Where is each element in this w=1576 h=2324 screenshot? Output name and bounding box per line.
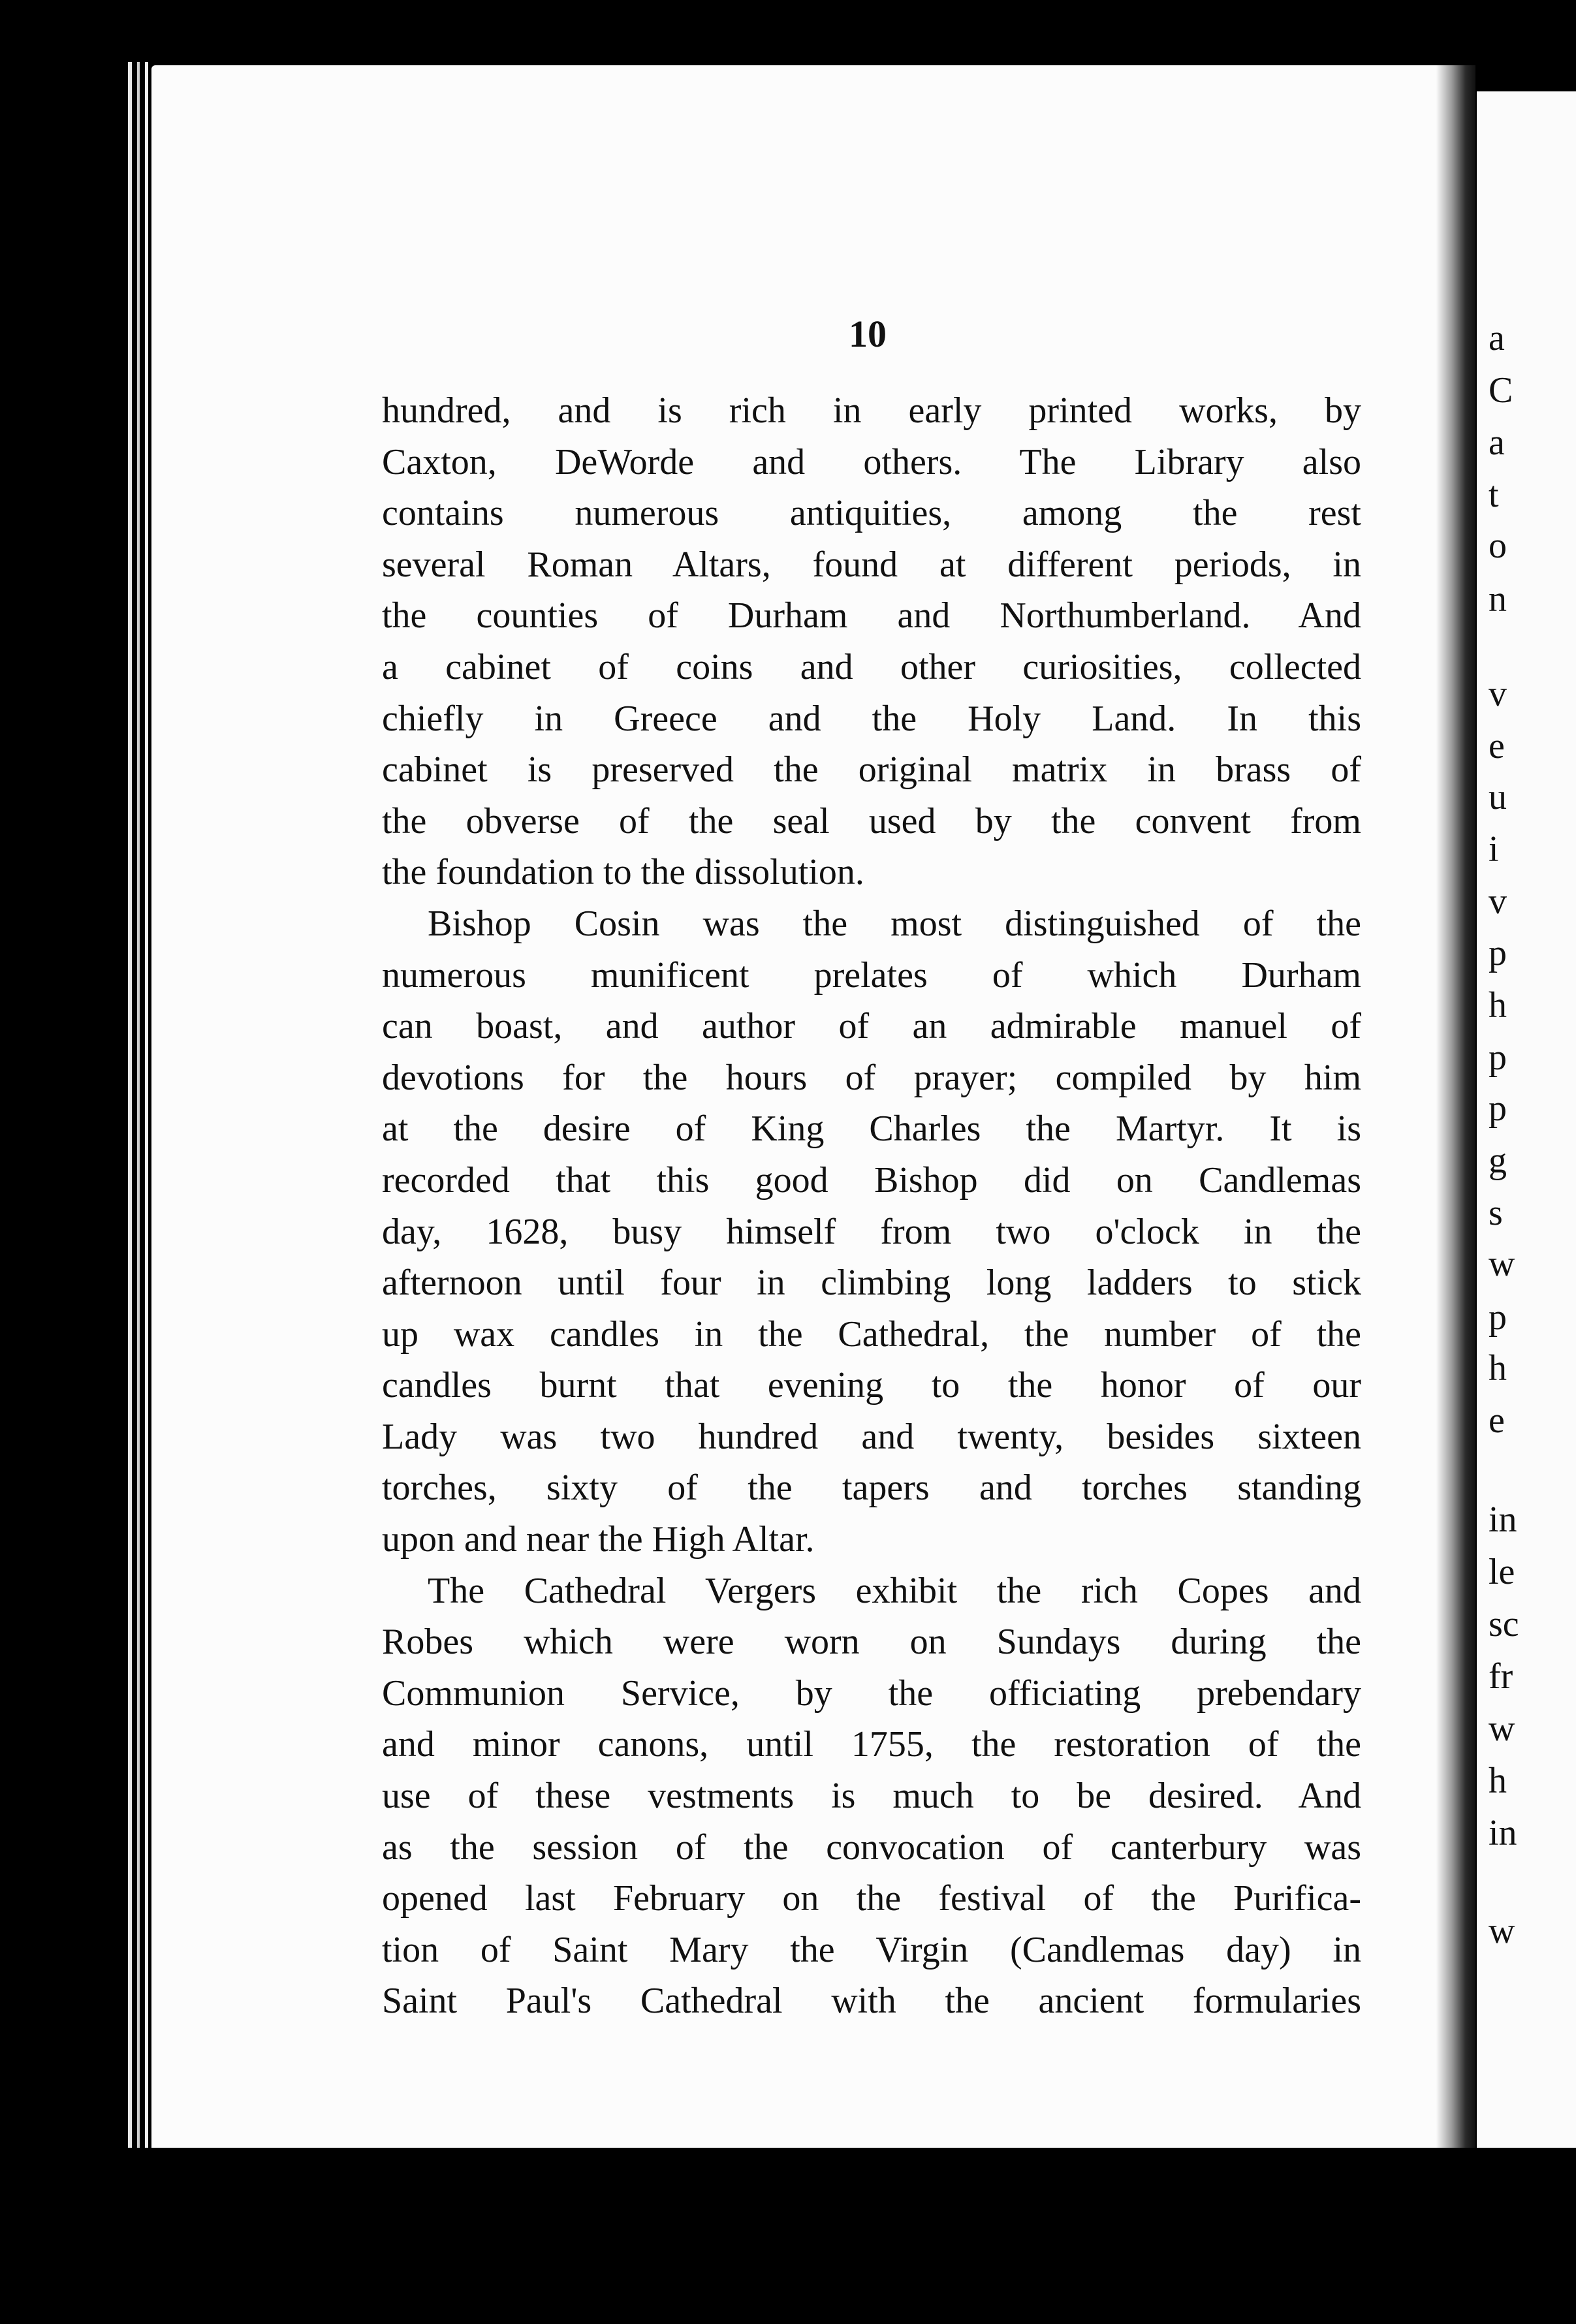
facing-page-fragment: le [1489,1552,1515,1592]
text-line: Saint Paul's Cathedral with the ancient formularies [382,1981,1361,2022]
facing-page-fragment: w [1489,1708,1515,1749]
text-line: can boast, and author of an admirable manuel of [382,1006,1361,1047]
page-edge-line [128,62,132,2151]
facing-page-edge [1477,91,1576,2180]
paragraph [382,385,1361,898]
facing-page-fragment: o [1489,526,1507,566]
page-gutter-shadow [1436,65,1475,2148]
text-line: chiefly in Greece and the Holy Land. In this [382,698,1361,739]
text-line: recorded that this good Bishop did on Candlemas [382,1159,1361,1201]
text-line: the obverse of the seal used by the convent from [382,800,1361,841]
facing-page-fragment: p [1489,1088,1507,1129]
facing-page-fragment: in [1489,1500,1517,1540]
text-line: cabinet is preserved the original matrix in brass of [382,749,1361,791]
text-line: hundred, and is rich in early printed works, by [382,390,1361,431]
facing-page-fragment: a [1489,422,1505,463]
paragraph [382,1565,1361,2027]
facing-page-fragment: s [1489,1193,1503,1233]
text-line: the counties of Durham and Northumberland. And [382,595,1361,636]
facing-page-fragment: e [1489,726,1505,766]
text-line: Bishop Cosin was the most distinguished of the [428,903,1361,944]
text-line: Caxton, DeWorde and others. The Library also [382,441,1361,482]
text-line: candles burnt that evening to the honor of our [382,1365,1361,1406]
text-line: as the session of the convocation of canterbury was [382,1827,1361,1868]
facing-page-fragment: v [1489,881,1507,922]
text-line: Robes which were worn on Sundays during the [382,1622,1361,1663]
facing-page-fragment: p [1489,1297,1507,1338]
scan-background-bottom [0,2148,1576,2324]
text-line: contains numerous antiquities, among the rest [382,493,1361,534]
facing-page-fragment: sc [1489,1604,1519,1644]
text-line: tion of Saint Mary the Virgin (Candlemas day) in [382,1929,1361,1970]
paragraph [382,898,1361,1565]
text-line: Communion Service, by the officiating prebendary [382,1672,1361,1714]
text-line: and minor canons, until 1755, the restoration of the [382,1724,1361,1765]
facing-page-fragment: g [1489,1140,1507,1181]
text-line: The Cathedral Vergers exhibit the rich Copes and [428,1570,1361,1611]
facing-page-fragment: i [1489,829,1499,870]
facing-page-fragment: C [1489,370,1513,411]
page-edge-line [145,62,148,2151]
facing-page-fragment: h [1489,985,1507,1026]
facing-page-fragment: in [1489,1813,1517,1853]
text-line: day, 1628, busy himself from two o'clock in the [382,1211,1361,1252]
facing-page-fragment: a [1489,318,1505,358]
page-body-text [382,385,1361,2027]
facing-page-fragment: h [1489,1348,1507,1389]
facing-page-fragment: fr [1489,1656,1513,1697]
text-line: opened last February on the festival of the Purifica- [382,1878,1361,1919]
text-line: several Roman Altars, found at different periods, in [382,544,1361,585]
facing-page-fragment: p [1489,933,1507,973]
text-line: torches, sixty of the tapers and torches standing [382,1468,1361,1509]
facing-page-fragment: u [1489,777,1507,817]
text-line: at the desire of King Charles the Martyr. It is [382,1108,1361,1150]
page-edge-line [137,62,140,2151]
text-line: use of these vestments is much to be desired. And [382,1776,1361,1817]
facing-page-fragment: t [1489,475,1499,515]
text-line: numerous munificent prelates of which Durham [382,954,1361,996]
facing-page-fragment: v [1489,674,1507,714]
scan-background-left [0,0,124,2324]
facing-page-fragment: n [1489,579,1507,620]
facing-page-fragment: p [1489,1037,1507,1078]
text-line: afternoon until four in climbing long ladders to stick [382,1263,1361,1304]
text-line: devotions for the hours of prayer; compiled by him [382,1057,1361,1098]
facing-page-fragment: w [1489,1911,1515,1951]
text-line: Lady was two hundred and twenty, besides sixteen [382,1416,1361,1457]
facing-page-fragment: h [1489,1761,1507,1801]
text-line: upon and near the High Altar. [382,1519,815,1560]
facing-page-fragment: w [1489,1244,1515,1284]
page-number: 10 [849,313,887,355]
text-line: up wax candles in the Cathedral, the number of the [382,1313,1361,1355]
text-line: a cabinet of coins and other curiosities, collected [382,646,1361,687]
text-line: the foundation to the dissolution. [382,852,864,893]
facing-page-fragment: e [1489,1400,1505,1441]
